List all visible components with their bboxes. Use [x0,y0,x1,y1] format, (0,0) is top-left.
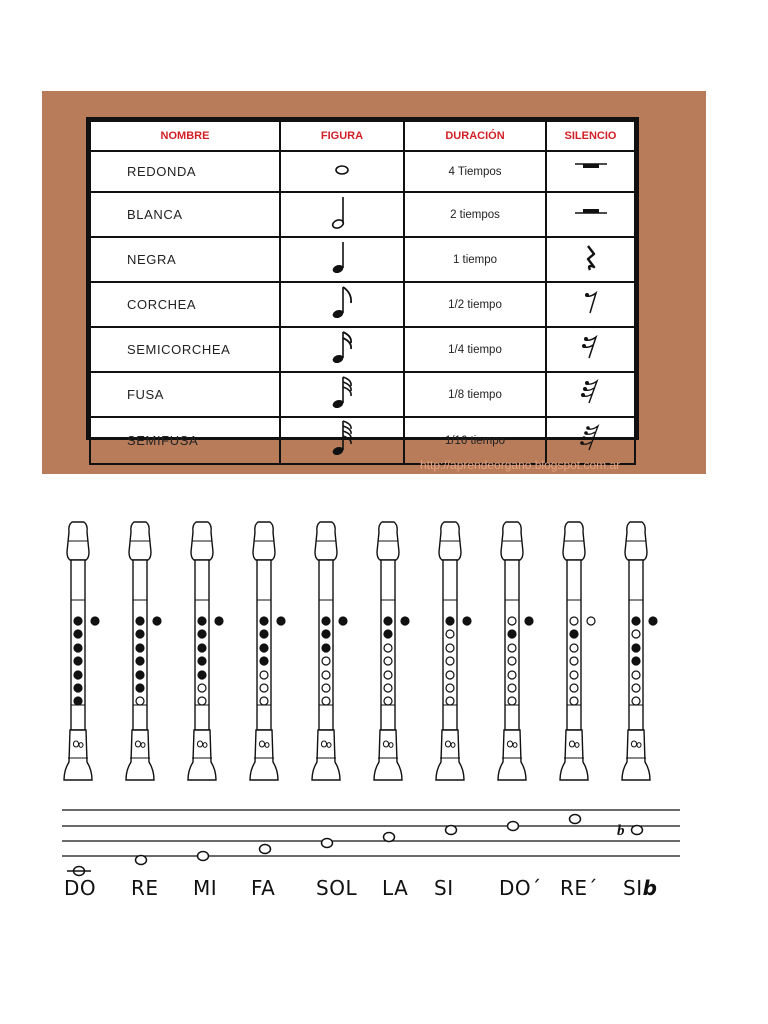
note-label: MI [193,876,218,900]
finger-hole [446,630,454,638]
table-row [90,151,635,192]
note-label: DO [64,876,97,900]
finger-hole [632,644,640,652]
sixty-fourth-rest-icon [561,421,621,455]
note-values-table [86,117,639,448]
thirty-second-note-icon [322,373,362,411]
finger-hole [322,684,330,692]
finger-hole [570,617,578,625]
sixteenth-rest-icon [561,330,621,364]
note-label: FA [251,876,276,900]
table-row [90,417,635,464]
note-name: CORCHEA [90,282,280,327]
note-duration: 1/16 tiempo [404,417,546,464]
finger-hole [508,697,516,705]
finger-hole [446,657,454,665]
finger-hole [570,697,578,705]
quarter-note-icon [322,238,362,276]
note-name: BLANCA [90,192,280,237]
note-name: FUSA [90,372,280,417]
note-label: RE [131,876,159,900]
note-label: SI [434,876,454,900]
finger-hole [74,644,82,652]
flat-sign: b [617,823,625,839]
finger-hole [384,684,392,692]
watermark-url: http://aprendeorgano.blogspot.com.ar [420,458,621,472]
finger-hole [322,697,330,705]
note-name: SEMICORCHEA [90,327,280,372]
finger-hole [136,684,144,692]
half-note-icon [322,193,362,231]
note-duration: 2 tiempos [404,192,546,237]
thumb-hole [215,617,223,625]
finger-hole [322,617,330,625]
finger-hole [384,617,392,625]
header-rest: SILENCIO [546,121,635,151]
staff-note [570,815,581,824]
finger-hole [446,644,454,652]
finger-hole [322,644,330,652]
note-name: SEMIFUSA [90,417,280,464]
header-duration: DURACIÓN [404,121,546,151]
table-row [90,282,635,327]
finger-hole [508,617,516,625]
finger-hole [570,644,578,652]
note-duration: 1/2 tiempo [404,282,546,327]
staff-note [508,822,519,831]
finger-hole [74,617,82,625]
staff-note [322,839,333,848]
finger-hole [322,671,330,679]
finger-hole [74,657,82,665]
finger-hole [136,644,144,652]
finger-hole [136,630,144,638]
finger-hole [198,644,206,652]
finger-hole [570,684,578,692]
thumb-hole [153,617,161,625]
staff-note [136,856,147,865]
finger-hole [260,671,268,679]
finger-hole [632,630,640,638]
note-duration: 1 tiempo [404,237,546,282]
sixty-fourth-note-icon [322,418,362,458]
finger-hole [136,697,144,705]
table-row [90,372,635,417]
finger-hole [74,684,82,692]
note-label: SIb [623,876,658,900]
finger-hole [198,697,206,705]
finger-hole [384,644,392,652]
finger-hole [508,684,516,692]
note-label: DO´ [499,876,542,900]
staff-note [198,852,209,861]
finger-hole [446,697,454,705]
note-label: SOL [316,876,358,900]
recorder-fingering-chart [0,500,768,839]
finger-hole [384,671,392,679]
finger-hole [384,697,392,705]
finger-hole [508,671,516,679]
finger-hole [74,671,82,679]
finger-hole [260,697,268,705]
finger-hole [632,617,640,625]
finger-hole [136,657,144,665]
quarter-rest-icon [561,240,621,274]
half-rest-icon [561,195,621,229]
finger-hole [260,644,268,652]
finger-hole [570,671,578,679]
table-row [90,192,635,237]
finger-hole [446,684,454,692]
finger-hole [570,630,578,638]
staff-note [632,826,643,835]
finger-hole [198,617,206,625]
thumb-hole [401,617,409,625]
finger-hole [198,671,206,679]
thirty-second-rest-icon [561,375,621,409]
table-row [90,327,635,372]
thumb-hole [277,617,285,625]
whole-rest-icon [561,152,621,186]
finger-hole [322,630,330,638]
finger-hole [74,630,82,638]
finger-hole [260,630,268,638]
whole-note-icon [322,152,362,186]
finger-hole [136,617,144,625]
finger-hole [632,697,640,705]
finger-hole [632,684,640,692]
finger-hole [198,684,206,692]
finger-hole [446,671,454,679]
thumb-hole [649,617,657,625]
thumb-hole [339,617,347,625]
finger-hole [260,684,268,692]
finger-hole [260,657,268,665]
thumb-hole [91,617,99,625]
thumb-hole [587,617,595,625]
finger-hole [508,644,516,652]
finger-hole [508,630,516,638]
finger-hole [136,671,144,679]
note-duration: 4 Tiempos [404,151,546,192]
header-name: NOMBRE [90,121,280,151]
note-label: LA [382,876,409,900]
finger-hole [570,657,578,665]
finger-hole [508,657,516,665]
note-label: RE´ [560,876,599,900]
note-name: REDONDA [90,151,280,192]
note-duration: 1/8 tiempo [404,372,546,417]
finger-hole [74,697,82,705]
finger-hole [384,630,392,638]
staff-note [446,826,457,835]
staff-note [384,833,395,842]
table-row [90,237,635,282]
staff-note [260,845,271,854]
finger-hole [632,671,640,679]
finger-hole [260,617,268,625]
thumb-hole [525,617,533,625]
eighth-note-icon [322,283,362,321]
finger-hole [446,617,454,625]
finger-hole [384,657,392,665]
finger-hole [632,657,640,665]
table-header-row [90,121,635,151]
finger-hole [198,630,206,638]
finger-hole [322,657,330,665]
header-figure: FIGURA [280,121,404,151]
eighth-rest-icon [561,285,621,319]
finger-hole [198,657,206,665]
note-duration: 1/4 tiempo [404,327,546,372]
thumb-hole [463,617,471,625]
sixteenth-note-icon [322,328,362,366]
note-name: NEGRA [90,237,280,282]
